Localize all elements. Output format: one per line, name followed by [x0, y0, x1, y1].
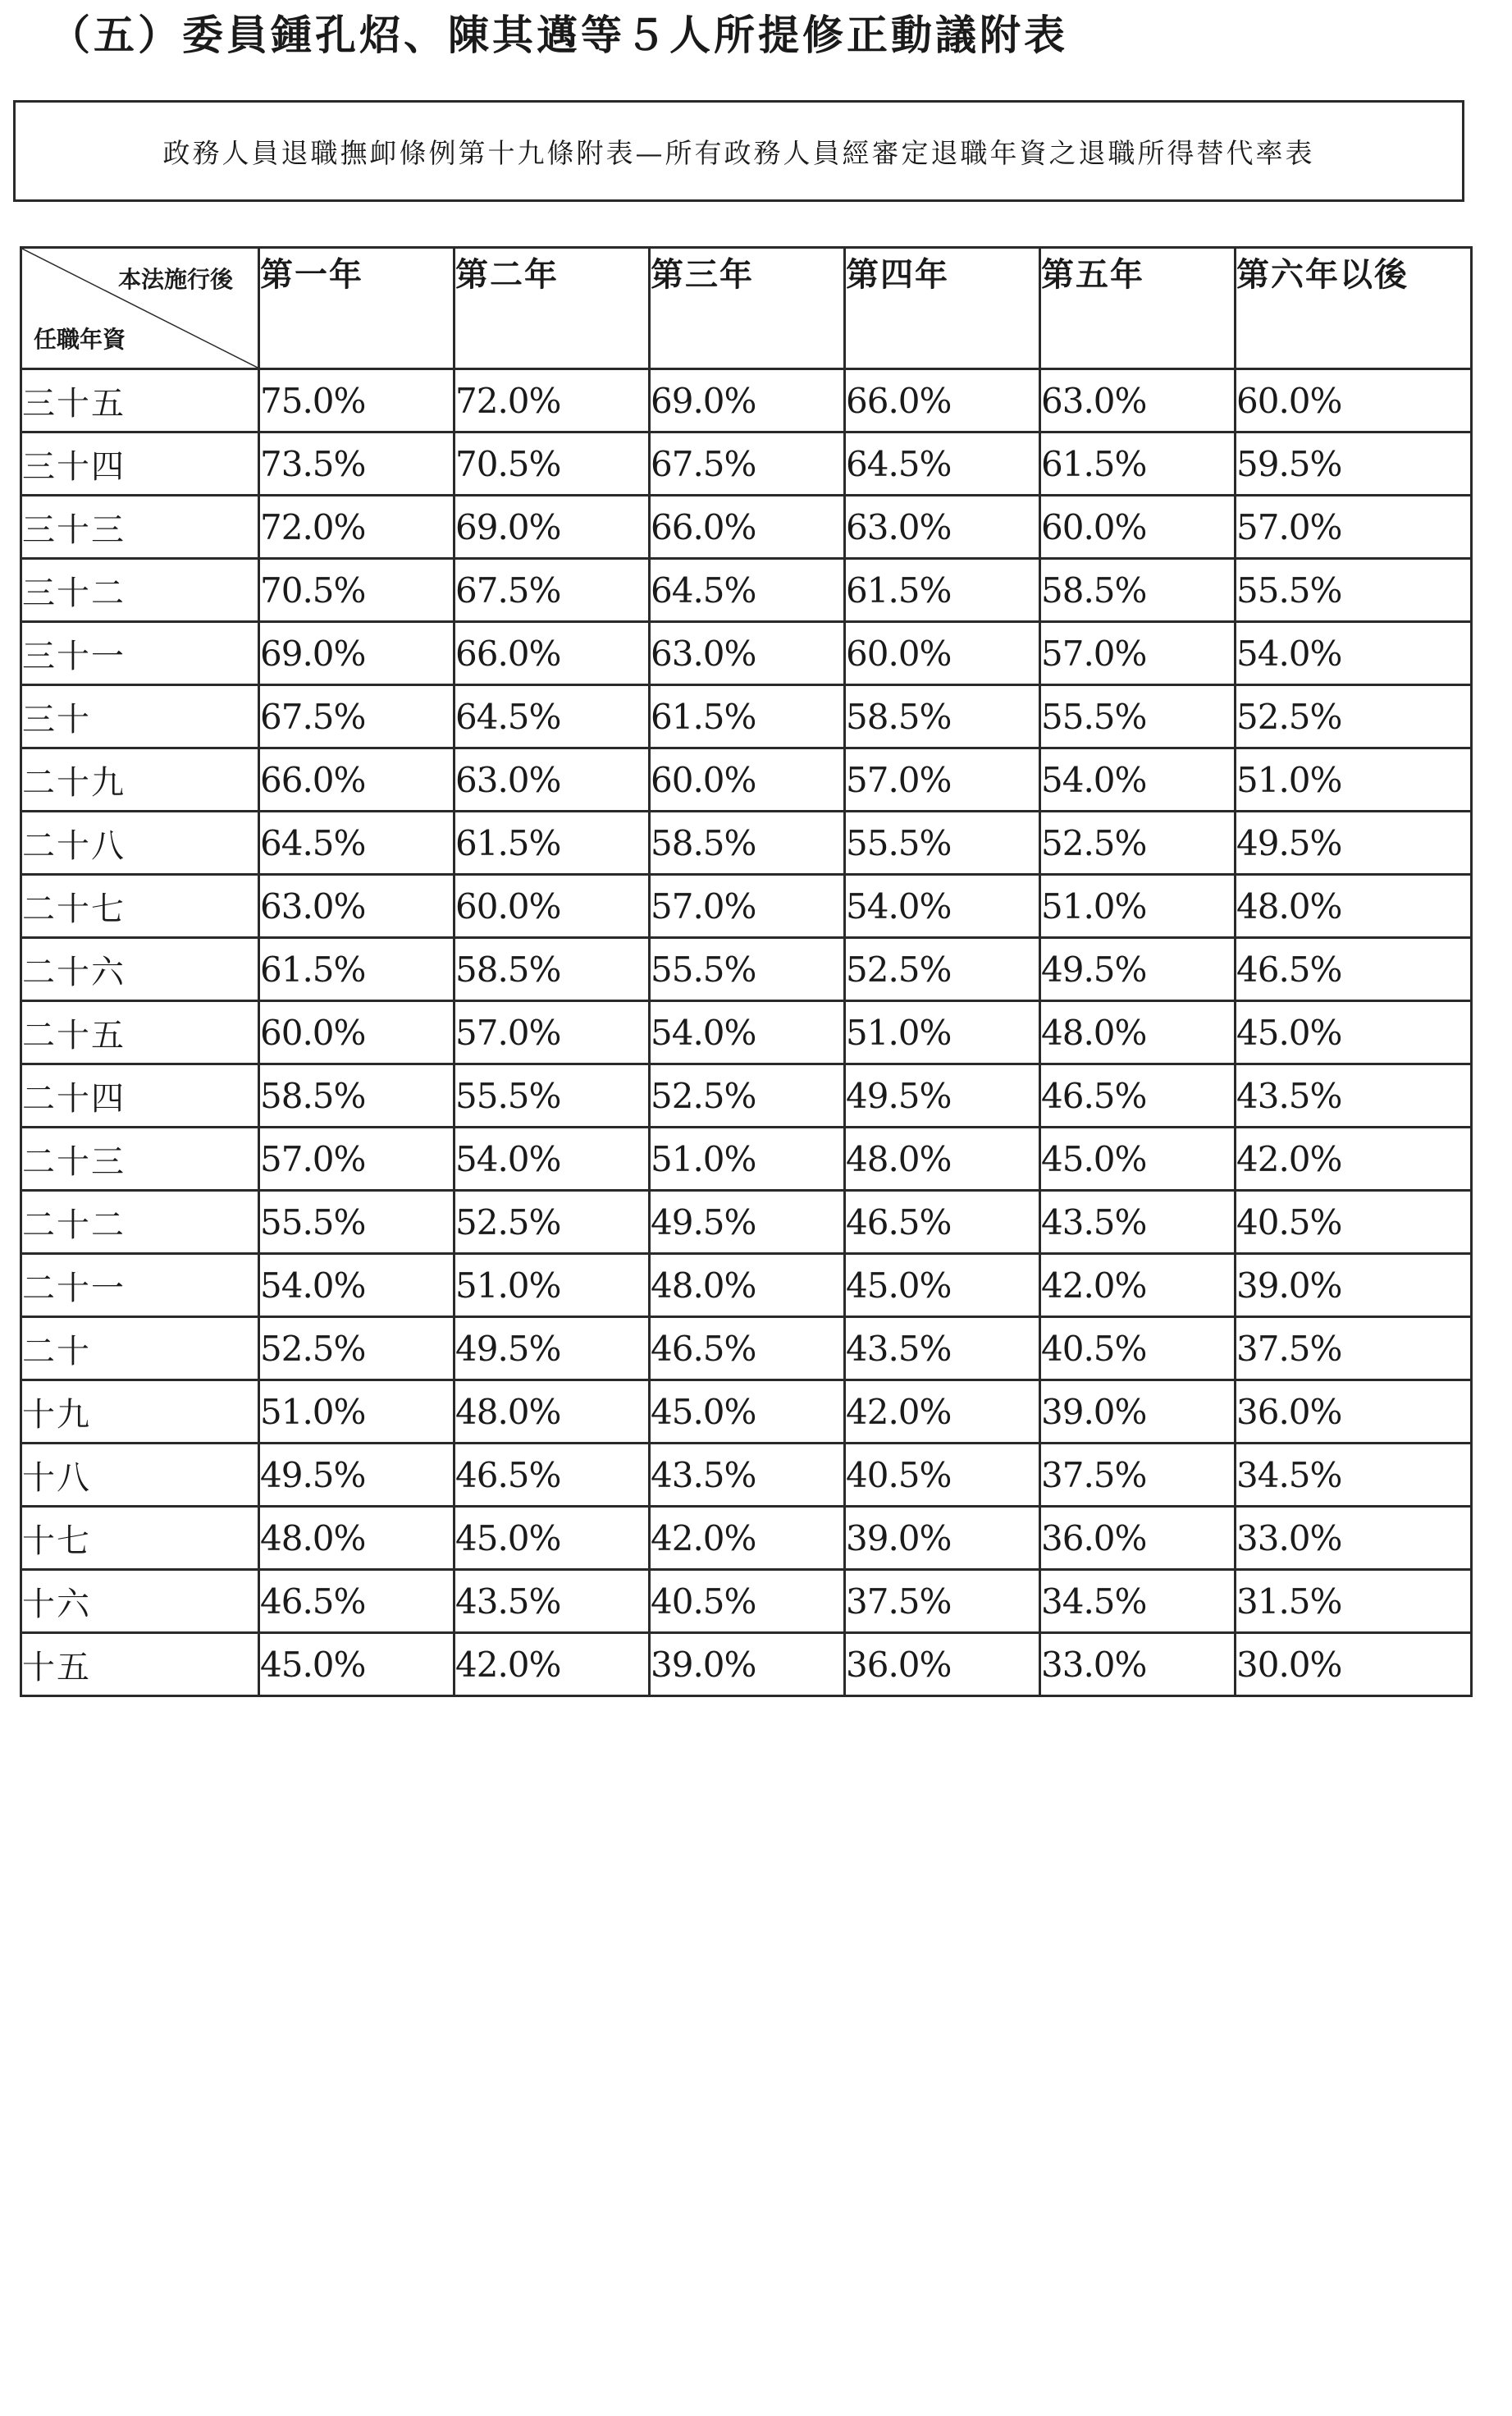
service-years-cell: 二十四 — [21, 1064, 259, 1128]
rate-cell: 57.0% — [845, 748, 1040, 812]
rate-cell: 60.0% — [1236, 369, 1472, 432]
rate-cell: 51.0% — [845, 1001, 1040, 1064]
rate-cell: 49.5% — [259, 1444, 455, 1507]
rate-cell: 63.0% — [650, 622, 845, 685]
rate-cell: 54.0% — [650, 1001, 845, 1064]
rate-cell: 58.5% — [845, 685, 1040, 748]
service-years-cell: 十九 — [21, 1380, 259, 1444]
table-body — [21, 369, 1472, 1696]
rate-cell: 46.5% — [845, 1191, 1040, 1254]
rate-cell: 43.5% — [1236, 1064, 1472, 1128]
table-header-row — [21, 248, 1472, 369]
rate-cell: 36.0% — [1236, 1380, 1472, 1444]
table-row — [21, 1001, 1472, 1064]
service-years-cell: 三十四 — [21, 432, 259, 496]
rate-cell: 49.5% — [455, 1317, 650, 1380]
table-row — [21, 1064, 1472, 1128]
service-years-cell: 二十八 — [21, 812, 259, 875]
rate-cell: 61.5% — [259, 938, 455, 1001]
rate-cell: 46.5% — [455, 1444, 650, 1507]
rate-cell: 61.5% — [1040, 432, 1236, 496]
service-years-cell: 三十三 — [21, 496, 259, 559]
rate-cell: 66.0% — [845, 369, 1040, 432]
rate-cell: 51.0% — [1040, 875, 1236, 938]
rate-cell: 33.0% — [1040, 1633, 1236, 1696]
rate-cell: 45.0% — [1040, 1128, 1236, 1191]
table-row — [21, 1380, 1472, 1444]
table-row — [21, 369, 1472, 432]
rate-cell: 72.0% — [259, 496, 455, 559]
rate-cell: 48.0% — [1236, 875, 1472, 938]
rate-cell: 30.0% — [1236, 1633, 1472, 1696]
table-row — [21, 496, 1472, 559]
rate-cell: 39.0% — [1040, 1380, 1236, 1444]
table-corner-cell — [21, 248, 259, 369]
service-years-cell: 三十五 — [21, 369, 259, 432]
rate-cell: 69.0% — [650, 369, 845, 432]
corner-label-after-enactment: 本法施行後 — [117, 266, 233, 293]
rate-cell: 40.5% — [1040, 1317, 1236, 1380]
service-years-cell: 二十 — [21, 1317, 259, 1380]
rate-cell: 57.0% — [650, 875, 845, 938]
rate-cell: 58.5% — [650, 812, 845, 875]
table-row — [21, 875, 1472, 938]
rate-cell: 61.5% — [650, 685, 845, 748]
rate-cell: 43.5% — [650, 1444, 845, 1507]
rate-cell: 63.0% — [845, 496, 1040, 559]
rate-cell: 61.5% — [845, 559, 1040, 622]
rate-cell: 49.5% — [1236, 812, 1472, 875]
rate-cell: 52.5% — [1040, 812, 1236, 875]
rate-cell: 40.5% — [1236, 1191, 1472, 1254]
table-row — [21, 559, 1472, 622]
rate-cell: 64.5% — [455, 685, 650, 748]
service-years-cell: 二十六 — [21, 938, 259, 1001]
rate-cell: 60.0% — [455, 875, 650, 938]
rate-cell: 37.5% — [1236, 1317, 1472, 1380]
rate-cell: 63.0% — [1040, 369, 1236, 432]
rate-cell: 43.5% — [455, 1570, 650, 1633]
rate-cell: 57.0% — [259, 1128, 455, 1191]
rate-cell: 48.0% — [1040, 1001, 1236, 1064]
rate-cell: 64.5% — [650, 559, 845, 622]
rate-cell: 73.5% — [259, 432, 455, 496]
rate-cell: 64.5% — [845, 432, 1040, 496]
rate-cell: 55.5% — [1236, 559, 1472, 622]
rate-cell: 54.0% — [845, 875, 1040, 938]
rate-cell: 70.5% — [259, 559, 455, 622]
rate-cell: 57.0% — [455, 1001, 650, 1064]
rate-cell: 60.0% — [845, 622, 1040, 685]
rate-cell: 64.5% — [259, 812, 455, 875]
rate-cell: 52.5% — [259, 1317, 455, 1380]
rate-cell: 57.0% — [1236, 496, 1472, 559]
rate-cell: 63.0% — [455, 748, 650, 812]
service-years-cell: 二十九 — [21, 748, 259, 812]
corner-label-service-years: 任職年資 — [34, 326, 126, 353]
rate-cell: 36.0% — [845, 1633, 1040, 1696]
rate-cell: 45.0% — [259, 1633, 455, 1696]
rate-cell: 54.0% — [1040, 748, 1236, 812]
table-row — [21, 748, 1472, 812]
rate-cell: 37.5% — [1040, 1444, 1236, 1507]
rate-cell: 42.0% — [455, 1633, 650, 1696]
rate-cell: 52.5% — [455, 1191, 650, 1254]
table-caption: 政務人員退職撫卹條例第十九條附表—所有政務人員經審定退職年資之退職所得替代率表 — [162, 136, 1315, 169]
rate-cell: 48.0% — [259, 1507, 455, 1570]
table-row — [21, 1191, 1472, 1254]
rate-cell: 34.5% — [1236, 1444, 1472, 1507]
rate-cell: 49.5% — [650, 1191, 845, 1254]
rate-cell: 51.0% — [1236, 748, 1472, 812]
rate-cell: 55.5% — [1040, 685, 1236, 748]
service-years-cell: 十八 — [21, 1444, 259, 1507]
rate-cell: 67.5% — [650, 432, 845, 496]
table-caption-box — [13, 100, 1464, 202]
table-row — [21, 812, 1472, 875]
rate-cell: 66.0% — [650, 496, 845, 559]
rate-cell: 54.0% — [259, 1254, 455, 1317]
service-years-cell: 三十 — [21, 685, 259, 748]
rate-cell: 60.0% — [259, 1001, 455, 1064]
rate-cell: 63.0% — [259, 875, 455, 938]
rate-cell: 39.0% — [650, 1633, 845, 1696]
rate-cell: 58.5% — [1040, 559, 1236, 622]
rate-cell: 61.5% — [455, 812, 650, 875]
rate-cell: 46.5% — [1236, 938, 1472, 1001]
rate-cell: 43.5% — [1040, 1191, 1236, 1254]
column-header: 第五年 — [1040, 248, 1236, 369]
rate-cell: 46.5% — [650, 1317, 845, 1380]
rate-cell: 52.5% — [650, 1064, 845, 1128]
column-header: 第二年 — [455, 248, 650, 369]
rate-cell: 55.5% — [650, 938, 845, 1001]
service-years-cell: 二十一 — [21, 1254, 259, 1317]
service-years-cell: 二十三 — [21, 1128, 259, 1191]
rate-cell: 67.5% — [259, 685, 455, 748]
rate-cell: 55.5% — [259, 1191, 455, 1254]
rate-cell: 59.5% — [1236, 432, 1472, 496]
table-row — [21, 432, 1472, 496]
rate-cell: 40.5% — [650, 1570, 845, 1633]
service-years-cell: 二十七 — [21, 875, 259, 938]
table-row — [21, 1254, 1472, 1317]
rate-cell: 66.0% — [455, 622, 650, 685]
rate-cell: 40.5% — [845, 1444, 1040, 1507]
rate-cell: 31.5% — [1236, 1570, 1472, 1633]
rate-cell: 69.0% — [259, 622, 455, 685]
page-heading: （五）委員鍾孔炤、陳其邁等５人所提修正動議附表 — [49, 11, 1068, 59]
rate-cell: 54.0% — [455, 1128, 650, 1191]
rate-cell: 58.5% — [259, 1064, 455, 1128]
rate-cell: 42.0% — [650, 1507, 845, 1570]
rate-cell: 46.5% — [259, 1570, 455, 1633]
rate-cell: 52.5% — [1236, 685, 1472, 748]
rate-cell: 67.5% — [455, 559, 650, 622]
table-row — [21, 938, 1472, 1001]
rate-cell: 43.5% — [845, 1317, 1040, 1380]
table-row — [21, 1507, 1472, 1570]
column-header: 第六年以後 — [1236, 248, 1472, 369]
rate-cell: 57.0% — [1040, 622, 1236, 685]
rate-cell: 52.5% — [845, 938, 1040, 1001]
rate-cell: 42.0% — [1040, 1254, 1236, 1317]
service-years-cell: 二十五 — [21, 1001, 259, 1064]
service-years-cell: 三十一 — [21, 622, 259, 685]
rate-cell: 51.0% — [455, 1254, 650, 1317]
rate-cell: 66.0% — [259, 748, 455, 812]
rate-cell: 34.5% — [1040, 1570, 1236, 1633]
rate-cell: 72.0% — [455, 369, 650, 432]
service-years-cell: 三十二 — [21, 559, 259, 622]
table-row — [21, 1128, 1472, 1191]
rate-cell: 48.0% — [650, 1254, 845, 1317]
column-header: 第三年 — [650, 248, 845, 369]
table-row — [21, 622, 1472, 685]
rate-cell: 36.0% — [1040, 1507, 1236, 1570]
table-row — [21, 685, 1472, 748]
rate-cell: 51.0% — [650, 1128, 845, 1191]
rate-cell: 42.0% — [1236, 1128, 1472, 1191]
rate-cell: 60.0% — [650, 748, 845, 812]
rate-cell: 54.0% — [1236, 622, 1472, 685]
rate-cell: 39.0% — [1236, 1254, 1472, 1317]
rate-cell: 45.0% — [455, 1507, 650, 1570]
rate-cell: 55.5% — [845, 812, 1040, 875]
table-row — [21, 1317, 1472, 1380]
rate-cell: 60.0% — [1040, 496, 1236, 559]
rate-cell: 48.0% — [455, 1380, 650, 1444]
service-years-cell: 二十二 — [21, 1191, 259, 1254]
rate-cell: 70.5% — [455, 432, 650, 496]
table-row — [21, 1444, 1472, 1507]
column-header: 第四年 — [845, 248, 1040, 369]
rate-cell: 46.5% — [1040, 1064, 1236, 1128]
rate-cell: 39.0% — [845, 1507, 1040, 1570]
rate-cell: 51.0% — [259, 1380, 455, 1444]
rate-cell: 75.0% — [259, 369, 455, 432]
rate-cell: 58.5% — [455, 938, 650, 1001]
column-header: 第一年 — [259, 248, 455, 369]
rate-cell: 45.0% — [845, 1254, 1040, 1317]
rate-cell: 49.5% — [845, 1064, 1040, 1128]
rate-cell: 33.0% — [1236, 1507, 1472, 1570]
rate-cell: 45.0% — [1236, 1001, 1472, 1064]
rate-cell: 42.0% — [845, 1380, 1040, 1444]
rate-cell: 37.5% — [845, 1570, 1040, 1633]
table-row — [21, 1570, 1472, 1633]
rate-cell: 49.5% — [1040, 938, 1236, 1001]
service-years-cell: 十七 — [21, 1507, 259, 1570]
rate-cell: 69.0% — [455, 496, 650, 559]
table-row — [21, 1633, 1472, 1696]
service-years-cell: 十五 — [21, 1633, 259, 1696]
service-years-cell: 十六 — [21, 1570, 259, 1633]
replacement-rate-table — [20, 246, 1473, 1697]
rate-cell: 45.0% — [650, 1380, 845, 1444]
rate-cell: 55.5% — [455, 1064, 650, 1128]
rate-cell: 48.0% — [845, 1128, 1040, 1191]
